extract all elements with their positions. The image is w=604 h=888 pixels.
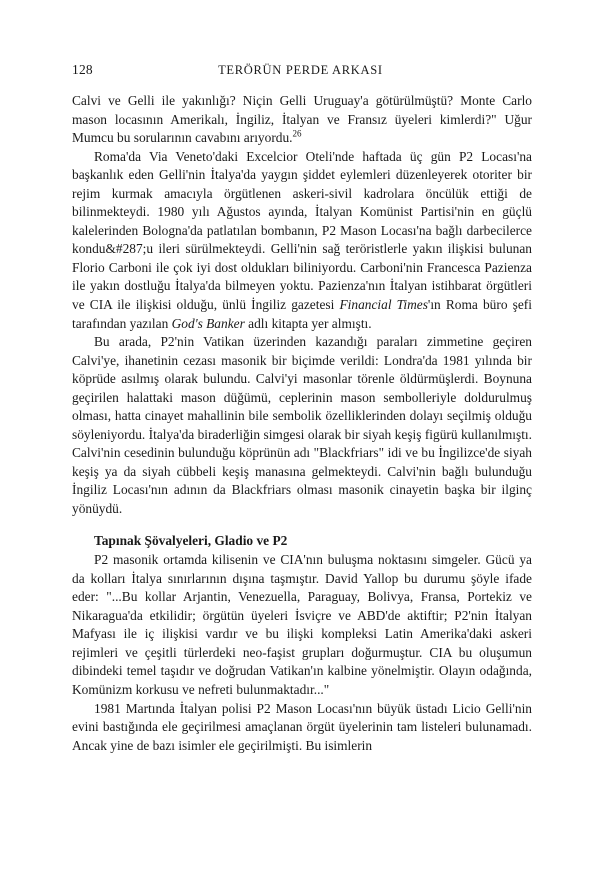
- footnote-marker-26: 26: [292, 128, 302, 139]
- page-header: [72, 62, 532, 80]
- page-number: 128: [72, 62, 93, 77]
- page-body: [72, 92, 532, 755]
- book-title-financial-times: Financial Times: [339, 297, 428, 313]
- paragraph-2-part2: 'ın Roma büro şefi tarafından yazılan: [72, 297, 532, 331]
- running-head: TERÖRÜN PERDE ARKASI: [218, 63, 383, 77]
- paragraph-4: P2 masonik ortamda kilisenin ve CIA'nın buluşma noktasını simgeler. Gücü ya da kolları İtalya sınırlarının dışına taşmıştır. David Yallop bu durumu şöyle ifade eder: "...Bu kollar Arjantin, Venezuella, Paraguay, Bolivya, Fransa, Portekiz ve Nikaragua'da etkilidir; örgütün üyeleri İsviçre ve ABD'de aktiftir; P2'nin İtalyan Mafyası ile iç ilişkisi vardır ve bu ilişki kompleksi Latin Amerika'daki askeri rejimleri ve çeşitli türlerdeki neo-faşist grupları doğurmuştur. CIA bu oluşumun dibindeki temel taşıdır ve doğrudan Vatikan'ın kalbine yönelmiştir. Olayın odağında, Komünizm korkusu ve nefreti bulunmaktadır...": [72, 552, 532, 697]
- paragraph-3: Bu arada, P2'nin Vatikan üzerinden kazandığı paraları zimmetine geçiren Calvi'ye, ihanetinin cezası masonik bir biçimde verildi: Londra'da 1981 yılında bir köprüde asılmış olarak bulundu. Calvi'yi masonlar törenle öldürmüşlerdi. Boynuna geçirilen halattaki mason düğümü, ceplerinin mason sembolleriyle doldurulmuş olması, hatta cinayet mahallinin bile sembolik özelliklerinden dolayı seçilmiş olduğu söyleniyordu. İtalya'da biraderliğin simgesi olarak bir siyah keşiş figürü kullanılmıştı. Calvi'nin cesedinin bulunduğu köprünün adı "Blackfriars" idi ve bu İngilizce'de siyah keşiş ya da siyah cübbeli keşiş manasına gelmekteydi. Calvi'nin bağlı bulunduğu İngiliz Locası'nın adının da Blackfriars olması masonik cinayetin başka bir ilginç yönüydü.: [72, 334, 532, 517]
- paragraph-2-part3: adlı kitapta yer almıştı.: [244, 315, 372, 331]
- book-title-gods-banker: God's Banker: [171, 315, 245, 331]
- paragraph-1-text: Calvi ve Gelli ile yakınlığı? Niçin Gelli Uruguay'a götürülmüştü? Monte Carlo mason locasının Amerikalı, İngiliz, İtalyan ve Fransız üyeleri kimlerdi?" Uğur Mumcu bu sorularının cavabını arıyordu.: [72, 93, 532, 146]
- paragraph-2-part1: Roma'da Via Veneto'daki Excelcior Oteli'nde haftada üç gün P2 Locası'na başkanlık eden Gelli'nin İtalya'da yaygın şiddet eylemleri düzenleyerek otoriter bir rejim kurmak amacıyla örgütlenen askeri-sivil kadrolara öncülük ettiği de bilinmekteydi. 1980 yılı Ağustos ayında, İtalyan Komünist Partisi'nin en güçlü kalelerinden Bologna'da patlatılan bombanın, P2 Mason Locası'na bağlı darbecilerce kondu&#287;u ileri sürülmekteydi. Gelli'nin sağ teröristlerle yakın ilişkisi bulunan Florio Carboni ile çok iyi dost oldukları biliniyordu. Carboni'nin Francesca Pazienza ile yakın dostluğu İtalya'da bilmeyen yoktu. Pazienza'nın İtalyan istihbarat örgütleri ve CIA ile ilişkisi olduğu, ünlü İngiliz gazetesi: [72, 148, 532, 313]
- section-heading: Tapınak Şövalyeleri, Gladio ve P2: [94, 532, 288, 548]
- paragraph-2: [72, 148, 532, 333]
- paragraph-1: [72, 92, 532, 148]
- paragraph-5: 1981 Martında İtalyan polisi P2 Mason Locası'nın büyük üstadı Licio Gelli'nin evini bastığında ele geçirilmesi amaçlanan örgüt üyelerinin tam listeleri bulunamadı. Ancak yine de bazı isimler ele geçirilmişti. Bu isimlerin: [72, 700, 532, 753]
